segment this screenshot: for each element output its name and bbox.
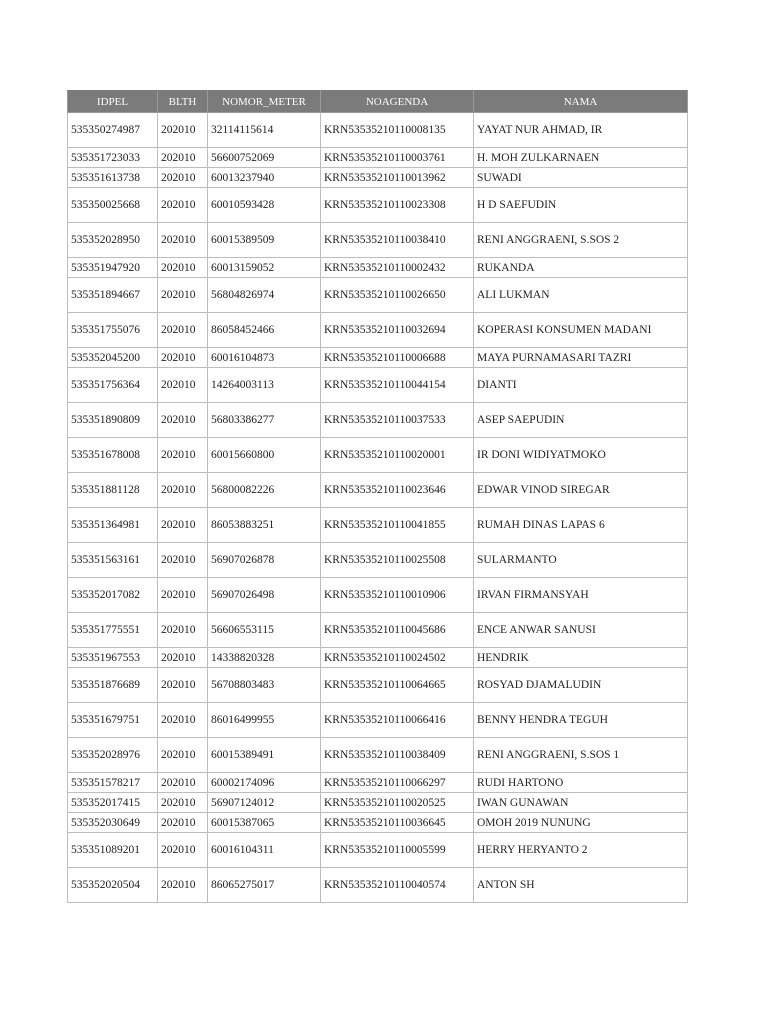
cell-blth: 202010	[158, 113, 208, 148]
cell-blth: 202010	[158, 813, 208, 833]
cell-blth: 202010	[158, 148, 208, 168]
cell-idpel: 535351947920	[68, 258, 158, 278]
table-row	[68, 403, 688, 438]
table-row	[68, 348, 688, 368]
cell-nomor-meter: 56907026498	[208, 578, 321, 613]
cell-noagenda: KRN53535210110003761	[321, 148, 474, 168]
cell-noagenda: KRN53535210110006688	[321, 348, 474, 368]
cell-blth: 202010	[158, 223, 208, 258]
cell-nomor-meter: 56800082226	[208, 473, 321, 508]
cell-noagenda: KRN53535210110020001	[321, 438, 474, 473]
cell-nomor-meter: 60015389491	[208, 738, 321, 773]
cell-idpel: 535351723033	[68, 148, 158, 168]
cell-blth: 202010	[158, 833, 208, 868]
cell-nomor-meter: 32114115614	[208, 113, 321, 148]
table-row	[68, 543, 688, 578]
cell-nama: SUWADI	[474, 168, 688, 188]
cell-noagenda: KRN53535210110064665	[321, 668, 474, 703]
cell-blth: 202010	[158, 473, 208, 508]
table-row	[68, 648, 688, 668]
cell-nama: ALI LUKMAN	[474, 278, 688, 313]
cell-blth: 202010	[158, 168, 208, 188]
cell-noagenda: KRN53535210110040574	[321, 868, 474, 903]
cell-noagenda: KRN53535210110026650	[321, 278, 474, 313]
cell-noagenda: KRN53535210110025508	[321, 543, 474, 578]
table-row	[68, 278, 688, 313]
cell-blth: 202010	[158, 703, 208, 738]
cell-noagenda: KRN53535210110020525	[321, 793, 474, 813]
cell-nomor-meter: 86016499955	[208, 703, 321, 738]
cell-idpel: 535350025668	[68, 188, 158, 223]
cell-blth: 202010	[158, 508, 208, 543]
table-row	[68, 368, 688, 403]
cell-nomor-meter: 60013159052	[208, 258, 321, 278]
cell-idpel: 535351881128	[68, 473, 158, 508]
cell-idpel: 535351678008	[68, 438, 158, 473]
cell-nomor-meter: 56606553115	[208, 613, 321, 648]
cell-blth: 202010	[158, 773, 208, 793]
cell-idpel: 535351578217	[68, 773, 158, 793]
customer-table	[67, 90, 688, 903]
cell-nomor-meter: 60016104311	[208, 833, 321, 868]
table-row	[68, 578, 688, 613]
cell-nomor-meter: 56804826974	[208, 278, 321, 313]
cell-noagenda: KRN53535210110066416	[321, 703, 474, 738]
cell-nama: KOPERASI KONSUMEN MADANI	[474, 313, 688, 348]
cell-idpel: 535351894667	[68, 278, 158, 313]
cell-nama: IWAN GUNAWAN	[474, 793, 688, 813]
cell-idpel: 535352020504	[68, 868, 158, 903]
cell-nomor-meter: 60015389509	[208, 223, 321, 258]
header-nama: NAMA	[474, 91, 688, 113]
cell-noagenda: KRN53535210110044154	[321, 368, 474, 403]
cell-noagenda: KRN53535210110005599	[321, 833, 474, 868]
cell-nomor-meter: 60015387065	[208, 813, 321, 833]
cell-blth: 202010	[158, 793, 208, 813]
header-nomor-meter: NOMOR_METER	[208, 91, 321, 113]
cell-noagenda: KRN53535210110002432	[321, 258, 474, 278]
cell-noagenda: KRN53535210110023646	[321, 473, 474, 508]
cell-nama: ANTON SH	[474, 868, 688, 903]
cell-nama: H. MOH ZULKARNAEN	[474, 148, 688, 168]
cell-nama: MAYA PURNAMASARI TAZRI	[474, 348, 688, 368]
cell-nama: IRVAN FIRMANSYAH	[474, 578, 688, 613]
cell-idpel: 535350274987	[68, 113, 158, 148]
cell-nama: RUDI HARTONO	[474, 773, 688, 793]
cell-nama: H D SAEFUDIN	[474, 188, 688, 223]
cell-nomor-meter: 14338820328	[208, 648, 321, 668]
table-row	[68, 738, 688, 773]
cell-blth: 202010	[158, 543, 208, 578]
cell-blth: 202010	[158, 278, 208, 313]
cell-blth: 202010	[158, 188, 208, 223]
cell-blth: 202010	[158, 578, 208, 613]
cell-noagenda: KRN53535210110013962	[321, 168, 474, 188]
cell-nomor-meter: 56907026878	[208, 543, 321, 578]
cell-idpel: 535351613738	[68, 168, 158, 188]
cell-nama: ENCE ANWAR SANUSI	[474, 613, 688, 648]
table-row	[68, 508, 688, 543]
cell-nama: BENNY HENDRA TEGUH	[474, 703, 688, 738]
header-noagenda: NOAGENDA	[321, 91, 474, 113]
cell-nama: YAYAT NUR AHMAD, IR	[474, 113, 688, 148]
table-row	[68, 313, 688, 348]
cell-blth: 202010	[158, 668, 208, 703]
cell-blth: 202010	[158, 258, 208, 278]
cell-noagenda: KRN53535210110066297	[321, 773, 474, 793]
cell-noagenda: KRN53535210110038410	[321, 223, 474, 258]
table-row	[68, 833, 688, 868]
cell-nomor-meter: 56600752069	[208, 148, 321, 168]
cell-nomor-meter: 56907124012	[208, 793, 321, 813]
table-row	[68, 188, 688, 223]
cell-noagenda: KRN53535210110037533	[321, 403, 474, 438]
cell-nomor-meter: 60002174096	[208, 773, 321, 793]
cell-nomor-meter: 14264003113	[208, 368, 321, 403]
cell-nama: ROSYAD DJAMALUDIN	[474, 668, 688, 703]
table-row	[68, 168, 688, 188]
table-row	[68, 613, 688, 648]
cell-blth: 202010	[158, 313, 208, 348]
cell-nama: EDWAR VINOD SIREGAR	[474, 473, 688, 508]
cell-nama: RUMAH DINAS LAPAS 6	[474, 508, 688, 543]
cell-idpel: 535351967553	[68, 648, 158, 668]
cell-nama: RUKANDA	[474, 258, 688, 278]
cell-noagenda: KRN53535210110010906	[321, 578, 474, 613]
cell-idpel: 535352017415	[68, 793, 158, 813]
cell-noagenda: KRN53535210110045686	[321, 613, 474, 648]
table-row	[68, 793, 688, 813]
cell-nomor-meter: 56803386277	[208, 403, 321, 438]
cell-idpel: 535351775551	[68, 613, 158, 648]
header-idpel: IDPEL	[68, 91, 158, 113]
table-row	[68, 258, 688, 278]
cell-nomor-meter: 86053883251	[208, 508, 321, 543]
cell-blth: 202010	[158, 738, 208, 773]
header-blth: BLTH	[158, 91, 208, 113]
table-row	[68, 438, 688, 473]
cell-idpel: 535351679751	[68, 703, 158, 738]
table-row	[68, 668, 688, 703]
cell-blth: 202010	[158, 403, 208, 438]
cell-blth: 202010	[158, 868, 208, 903]
cell-nomor-meter: 86065275017	[208, 868, 321, 903]
cell-nama: RENI ANGGRAENI, S.SOS 1	[474, 738, 688, 773]
cell-blth: 202010	[158, 648, 208, 668]
cell-nomor-meter: 60016104873	[208, 348, 321, 368]
table-row	[68, 113, 688, 148]
cell-blth: 202010	[158, 348, 208, 368]
cell-idpel: 535352028950	[68, 223, 158, 258]
cell-nama: RENI ANGGRAENI, S.SOS 2	[474, 223, 688, 258]
cell-nama: HENDRIK	[474, 648, 688, 668]
cell-nama: IR DONI WIDIYATMOKO	[474, 438, 688, 473]
cell-noagenda: KRN53535210110041855	[321, 508, 474, 543]
cell-idpel: 535352017082	[68, 578, 158, 613]
cell-nomor-meter: 60013237940	[208, 168, 321, 188]
cell-nama: HERRY HERYANTO 2	[474, 833, 688, 868]
cell-idpel: 535351089201	[68, 833, 158, 868]
table-row	[68, 868, 688, 903]
table-row	[68, 148, 688, 168]
cell-idpel: 535351756364	[68, 368, 158, 403]
cell-noagenda: KRN53535210110036645	[321, 813, 474, 833]
cell-noagenda: KRN53535210110024502	[321, 648, 474, 668]
cell-blth: 202010	[158, 368, 208, 403]
cell-noagenda: KRN53535210110023308	[321, 188, 474, 223]
cell-noagenda: KRN53535210110008135	[321, 113, 474, 148]
table-row	[68, 703, 688, 738]
cell-idpel: 535352030649	[68, 813, 158, 833]
cell-nomor-meter: 86058452466	[208, 313, 321, 348]
table-header-row	[68, 91, 688, 113]
table-row	[68, 813, 688, 833]
cell-blth: 202010	[158, 438, 208, 473]
cell-idpel: 535351876689	[68, 668, 158, 703]
cell-idpel: 535351563161	[68, 543, 158, 578]
cell-noagenda: KRN53535210110038409	[321, 738, 474, 773]
cell-idpel: 535351364981	[68, 508, 158, 543]
cell-nama: SULARMANTO	[474, 543, 688, 578]
table-row	[68, 773, 688, 793]
cell-nama: DIANTI	[474, 368, 688, 403]
table-row	[68, 223, 688, 258]
cell-noagenda: KRN53535210110032694	[321, 313, 474, 348]
cell-blth: 202010	[158, 613, 208, 648]
cell-nama: ASEP SAEPUDIN	[474, 403, 688, 438]
cell-nama: OMOH 2019 NUNUNG	[474, 813, 688, 833]
cell-idpel: 535352028976	[68, 738, 158, 773]
cell-nomor-meter: 56708803483	[208, 668, 321, 703]
cell-idpel: 535351890809	[68, 403, 158, 438]
cell-nomor-meter: 60015660800	[208, 438, 321, 473]
cell-nomor-meter: 60010593428	[208, 188, 321, 223]
cell-idpel: 535352045200	[68, 348, 158, 368]
table-row	[68, 473, 688, 508]
cell-idpel: 535351755076	[68, 313, 158, 348]
